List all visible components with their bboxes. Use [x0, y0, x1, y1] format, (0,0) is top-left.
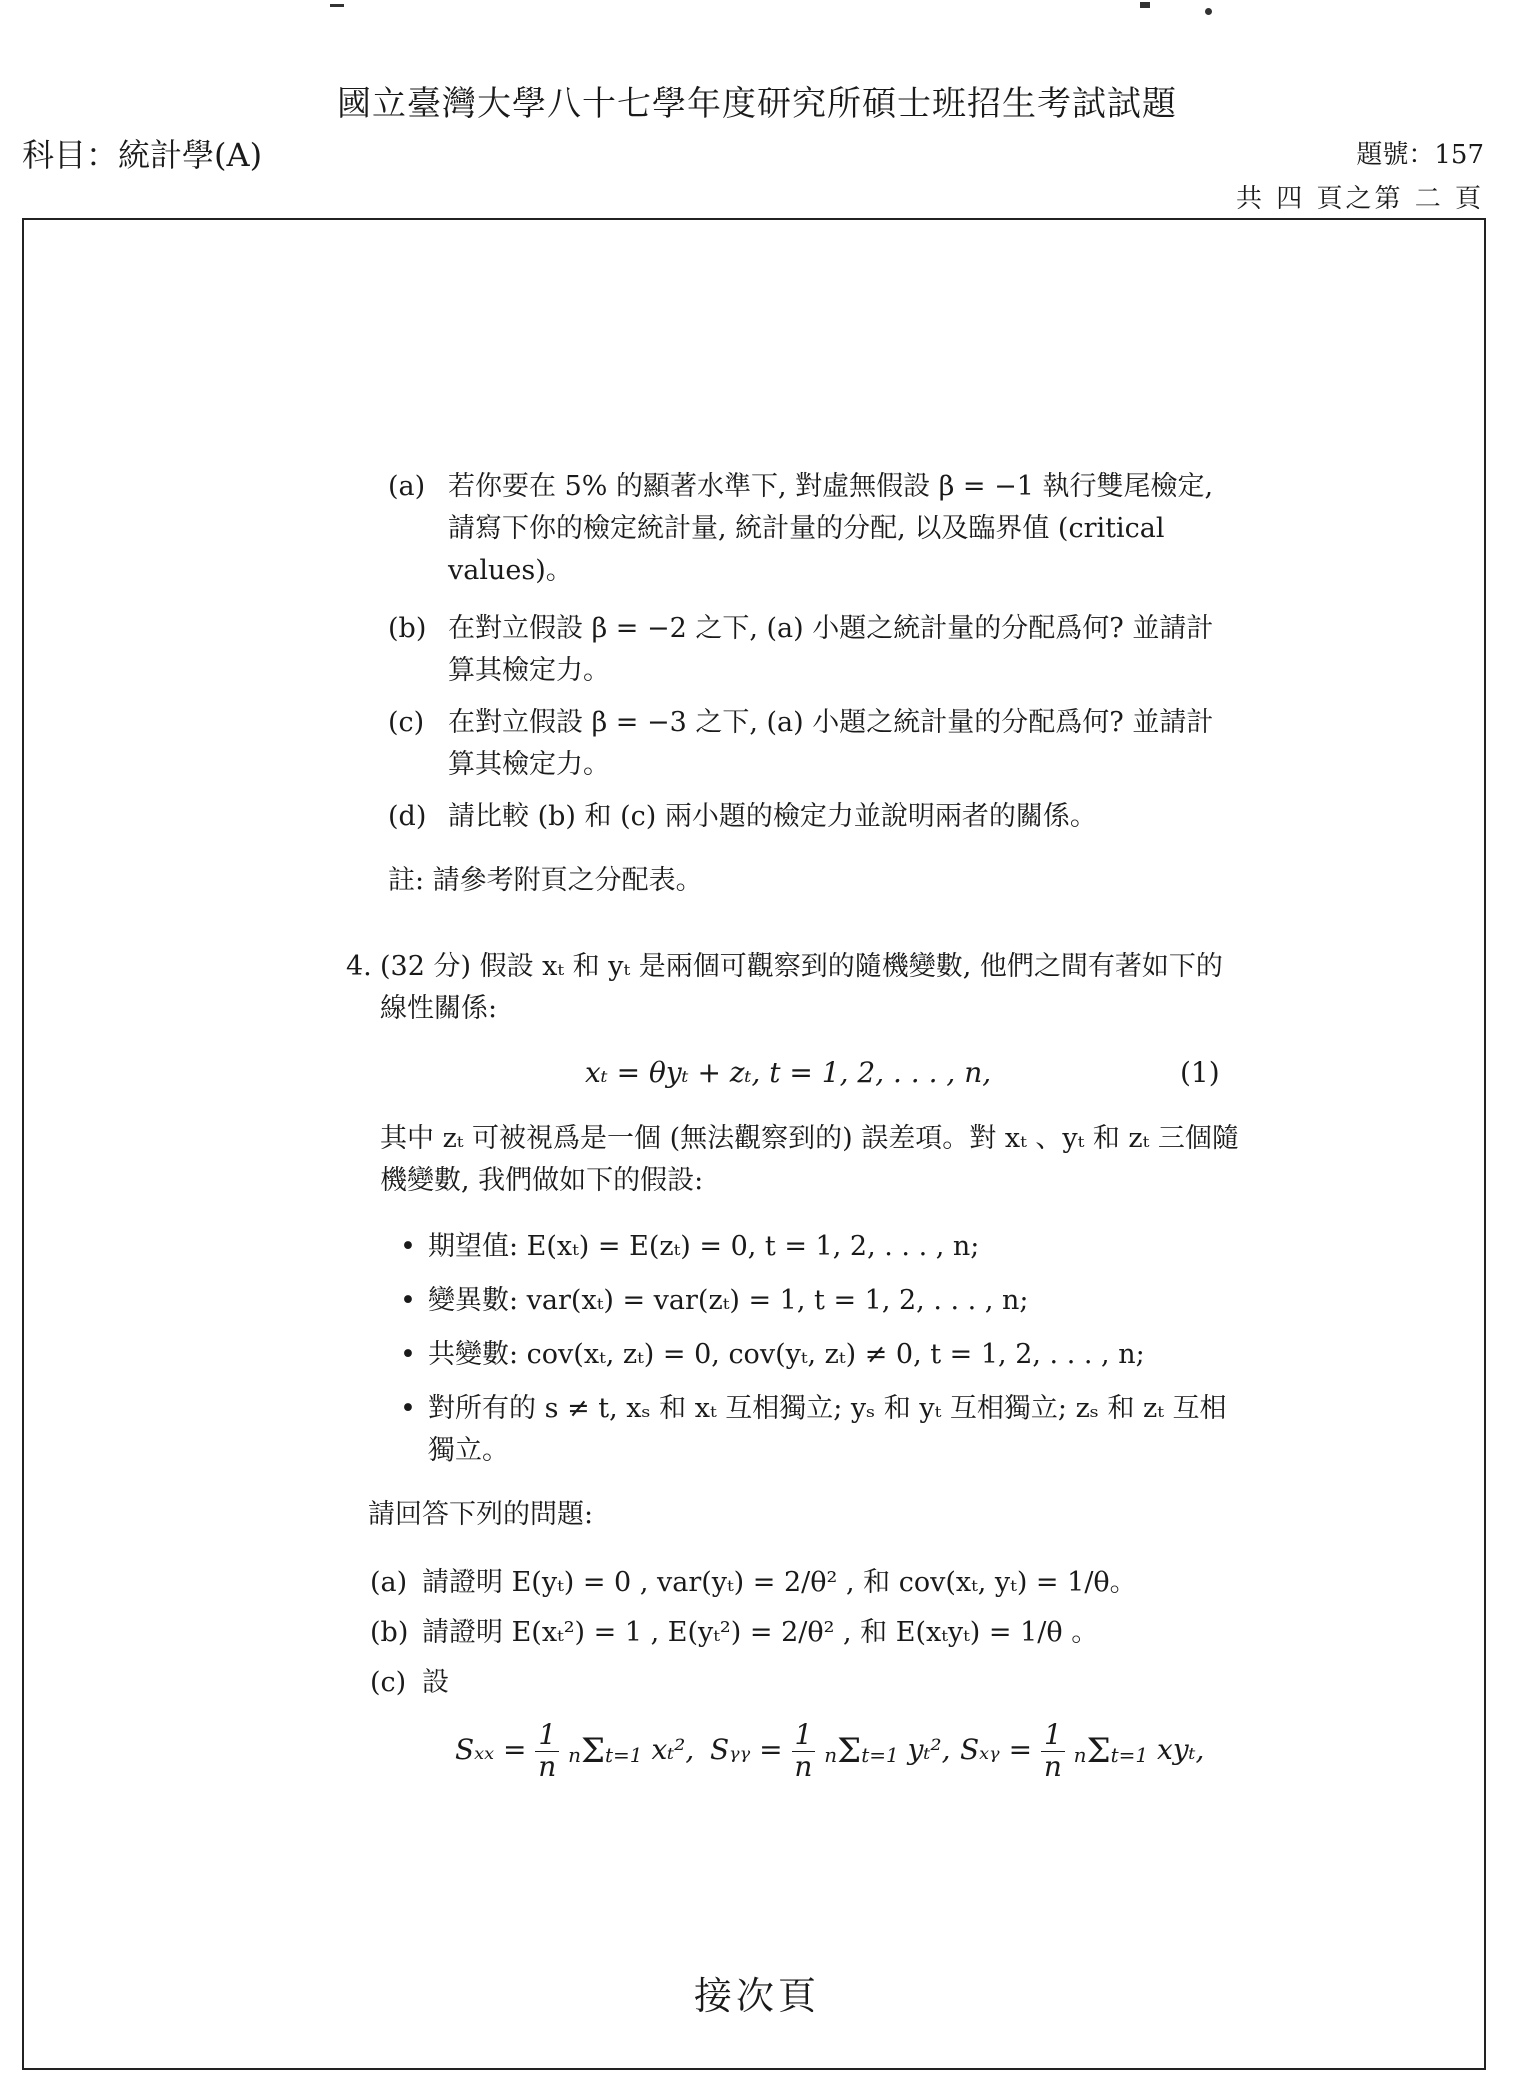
q4-part-c — [370, 1662, 1250, 1704]
scan-speck — [330, 4, 344, 7]
summation — [824, 1731, 899, 1772]
q3-part-d-text: 請比較 (b) 和 (c) 兩小題的檢定力並說明兩者的關係。 — [448, 801, 1097, 832]
q4-part-a-label: (a) — [370, 1567, 408, 1598]
sum-lower: t=1 — [861, 1743, 899, 1768]
q4-number: 4. — [346, 951, 372, 982]
sum-lower: t=1 — [605, 1743, 643, 1768]
q4-part-a — [370, 1562, 1250, 1604]
fraction-numerator: 1 — [1041, 1720, 1065, 1752]
q3-part-b-label: (b) — [388, 613, 427, 644]
sxy-definition — [960, 1720, 1204, 1783]
subject-label: 科目：統計學(A) — [22, 136, 263, 174]
summation — [568, 1731, 643, 1772]
page-info: 共 四 頁之第 二 頁 — [1235, 184, 1484, 214]
q3-note — [388, 860, 1238, 902]
q4-bullet-text: 期望值: E(xₜ) = E(zₜ) = 0, t = 1, 2, . . . , n; — [428, 1231, 980, 1262]
bullet-dot-icon: • — [400, 1393, 416, 1424]
q3-part-c-label: (c) — [388, 707, 425, 738]
sum-upper: n — [1073, 1743, 1087, 1768]
scan-speck — [1140, 2, 1150, 8]
q3-part-b-text: 在對立假設 β = −2 之下, (a) 小題之統計量的分配爲何? 並請計算其檢定力。 — [448, 613, 1214, 686]
sum-upper: n — [824, 1743, 838, 1768]
q4-prompt: 請回答下列的問題: — [368, 1499, 594, 1530]
question-number: 題號：157 — [1356, 140, 1484, 170]
sum-lower: t=1 — [1110, 1743, 1149, 1768]
fraction — [792, 1720, 816, 1783]
bullet-dot-icon: • — [400, 1339, 416, 1370]
scan-speck — [1205, 8, 1212, 15]
syy-term: yₜ², — [907, 1732, 951, 1766]
syy-lhs: Sᵧᵧ = — [710, 1732, 783, 1766]
sxy-lhs: Sₓᵧ = — [960, 1732, 1033, 1766]
syy-definition — [710, 1720, 951, 1783]
q4-bullet-text: 共變數: cov(xₜ, zₜ) = 0, cov(yₜ, zₜ) ≠ 0, t = 1, 2, . . . , n; — [428, 1339, 1145, 1370]
sxy-term: xyₜ, — [1157, 1732, 1205, 1766]
q3-part-d-label: (d) — [388, 801, 427, 832]
q4-part-c-text: 設 — [422, 1667, 449, 1698]
fraction-numerator: 1 — [535, 1720, 559, 1752]
fraction-denominator: n — [794, 1749, 813, 1783]
fraction-numerator: 1 — [792, 1720, 816, 1752]
q4-part-b-text: 請證明 E(xₜ²) = 1 , E(yₜ²) = 2/θ² , 和 E(xₜyₜ) = 1/θ 。 — [422, 1617, 1099, 1648]
q4-bullet — [400, 1388, 1230, 1472]
exam-title: 國立臺灣大學八十七學年度研究所碩士班招生考試試題 — [337, 84, 1177, 124]
sigma-icon: Σ — [837, 1731, 862, 1772]
q4-part-b-label: (b) — [370, 1617, 409, 1648]
fraction-denominator: n — [1043, 1749, 1062, 1783]
sigma-icon: Σ — [1086, 1731, 1111, 1772]
q3-part-b — [388, 608, 1238, 692]
sxx-term: xₜ², — [651, 1732, 695, 1766]
q4-part-a-text: 請證明 E(yₜ) = 0 , var(yₜ) = 2/θ² , 和 cov(xₜ, yₜ) = 1/θ。 — [422, 1567, 1137, 1598]
q4-bullet — [400, 1280, 1230, 1322]
summation — [1073, 1731, 1149, 1772]
q3-part-a-label: (a) — [388, 471, 426, 502]
q4-bullet-text: 變異數: var(xₜ) = var(zₜ) = 1, t = 1, 2, . . . , n; — [428, 1285, 1029, 1316]
q4-after-equation: 其中 zₜ 可被視爲是一個 (無法觀察到的) 誤差項。對 xₜ 、yₜ 和 zₜ 三個隨機變數, 我們做如下的假設: — [380, 1123, 1239, 1196]
continue-next-page: 接次頁 — [693, 1974, 820, 2018]
fraction — [535, 1720, 559, 1783]
q4-bullet — [400, 1334, 1230, 1376]
sum-upper: n — [568, 1743, 581, 1768]
sxx-lhs: Sₓₓ = — [455, 1732, 527, 1766]
fraction — [1041, 1720, 1065, 1783]
q3-part-a — [388, 466, 1238, 592]
q4-intro: (32 分) 假設 xₜ 和 yₜ 是兩個可觀察到的隨機變數, 他們之間有著如下的線性關係: — [380, 951, 1223, 1024]
sxx-definition — [455, 1720, 694, 1783]
q4-bullet-text: 對所有的 s ≠ t, xₛ 和 xₜ 互相獨立; yₛ 和 yₜ 互相獨立; zₛ 和 zₜ 互相獨立。 — [428, 1393, 1227, 1466]
sigma-icon: Σ — [580, 1731, 605, 1772]
q3-part-c — [388, 702, 1238, 786]
bullet-dot-icon: • — [400, 1285, 416, 1316]
q4-part-c-label: (c) — [370, 1667, 407, 1698]
q3-part-a-text: 若你要在 5% 的顯著水準下, 對虛無假設 β = −1 執行雙尾檢定, 請寫下你的檢定統計量, 統計量的分配, 以及臨界值 (critical values)。 — [448, 471, 1214, 586]
bullet-dot-icon: • — [400, 1231, 416, 1262]
q4-bullet — [400, 1226, 1230, 1268]
q3-note-text: 註: 請參考附頁之分配表。 — [388, 865, 703, 896]
q4-part-b — [370, 1612, 1250, 1654]
q4-equation-label: (1) — [1180, 1056, 1220, 1089]
q4-equation: xₜ = θyₜ + zₜ, t = 1, 2, . . . , n, — [585, 1056, 992, 1089]
q3-part-d — [388, 796, 1238, 838]
q3-part-c-text: 在對立假設 β = −3 之下, (a) 小題之統計量的分配爲何? 並請計算其檢定力。 — [448, 707, 1214, 780]
fraction-denominator: n — [538, 1749, 557, 1783]
